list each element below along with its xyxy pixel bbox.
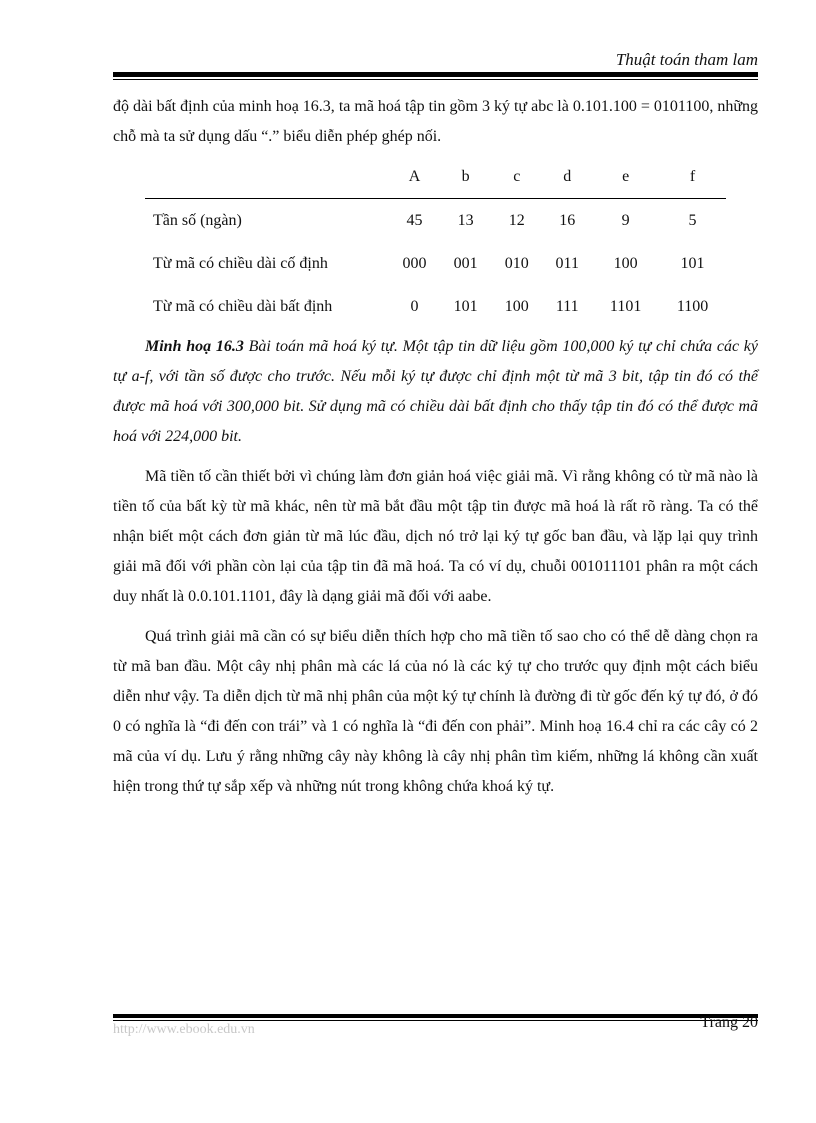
footer-rule-thin <box>113 1020 758 1021</box>
header-rule <box>113 72 758 77</box>
table-cell: 101 <box>680 255 705 272</box>
table-cell: 9 <box>621 212 630 229</box>
figure-caption-text: Bài toán mã hoá ký tự. Một tập tin dữ liệu gồm 100,000 ký tự chỉ chứa các ký tự a-f, với tần số được cho trước. Nếu mỗi ký tự được chỉ định một từ mã 3 bit, tập tin đó có thể được mã hoá với 300,000 bit. Sử dụng mã có chiều dài bất định cho thấy tập tin đó có thể được mã hoá với 224,000 bit. <box>113 338 758 445</box>
footer-url-watermark: http://www.ebook.edu.vn <box>113 1022 255 1037</box>
table-column-header: d <box>542 158 592 199</box>
header-rule-thin <box>113 79 758 80</box>
table-column-header: e <box>592 158 659 199</box>
table-cell: 16 <box>559 212 576 229</box>
table-cell: 100 <box>613 255 638 272</box>
table-cell: 1101 <box>609 298 642 315</box>
table-row <box>145 242 726 285</box>
table-cell: 100 <box>504 298 529 315</box>
body-paragraph: Mã tiền tố cần thiết bởi vì chúng làm đơn giản hoá việc giải mã. Vì rằng không có từ mã nào là tiền tố của bất kỳ từ mã khác, nên từ mã bắt đầu một tập tin được mã hoá là rất rõ ràng. Ta có thể nhận biết một cách đơn giản từ mã lúc đầu, dịch nó trở lại ký tự gốc ban đầu, và lặp lại quy trình giải mã đối với phần còn lại của tập tin đã mã hoá. Ta có ví dụ, chuỗi 001011101 phân ra một cách duy nhất là 0.0.101.1101, đây là dạng giải mã đối với aabe. <box>113 468 758 605</box>
table-column-header: A <box>389 158 440 199</box>
table-cell: 010 <box>504 255 529 272</box>
table-cell: 1100 <box>676 298 709 315</box>
table-corner-cell <box>145 158 389 199</box>
table-column-header: b <box>440 158 491 199</box>
code-table <box>145 158 726 328</box>
table-header-row <box>145 158 726 199</box>
running-header-title: Thuật toán tham lam <box>615 50 758 69</box>
figure-caption-label: Minh hoạ 16.3 <box>145 338 244 355</box>
table-cell: 12 <box>508 212 525 229</box>
page-number: Trang 20 <box>700 1014 758 1031</box>
table-cell: 45 <box>406 212 423 229</box>
table-cell: 13 <box>457 212 474 229</box>
table-column-header: c <box>491 158 542 199</box>
table-column-header: f <box>659 158 726 199</box>
table-cell: 111 <box>555 298 579 315</box>
table-cell: 001 <box>453 255 478 272</box>
table-row <box>145 285 726 328</box>
body-paragraph: Quá trình giải mã cần có sự biểu diễn thích hợp cho mã tiền tố sao cho có thể dễ dàng chọn ra từ mã ban đầu. Một cây nhị phân mà các lá của nó là các ký tự cho trước quy định một cách biểu diễn như vậy. Ta diễn dịch từ mã nhị phân của một ký tự chính là đường đi từ gốc đến ký tự đó, ở đó 0 có nghĩa là “đi đến con trái” và 1 có nghĩa là “đi đến con phải”. Minh hoạ 16.4 chỉ ra các cây có 2 mã của ví dụ. Lưu ý rằng những cây này không là cây nhị phân tìm kiếm, những lá không cần xuất hiện trong thứ tự sắp xếp và những nút trong không chứa khoá ký tự. <box>113 628 758 795</box>
page-content <box>113 92 758 802</box>
table-row <box>145 199 726 243</box>
intro-paragraph: độ dài bất định của minh hoạ 16.3, ta mã hoá tập tin gồm 3 ký tự abc là 0.101.100 = 0101100, những chỗ mà ta sử dụng dấu “.” biểu diễn phép ghép nối. <box>113 98 758 145</box>
table-cell: 101 <box>453 298 478 315</box>
table-cell: 011 <box>555 255 579 272</box>
table-row-label: Từ mã có chiều dài cố định <box>153 255 328 272</box>
figure-caption <box>113 332 758 452</box>
footer-rule <box>113 1014 758 1018</box>
table-row-label: Từ mã có chiều dài bất định <box>153 298 333 315</box>
table-cell: 0 <box>410 298 419 315</box>
table-row-label: Tần số (ngàn) <box>153 212 242 229</box>
table-cell: 5 <box>688 212 697 229</box>
table-cell: 000 <box>402 255 427 272</box>
